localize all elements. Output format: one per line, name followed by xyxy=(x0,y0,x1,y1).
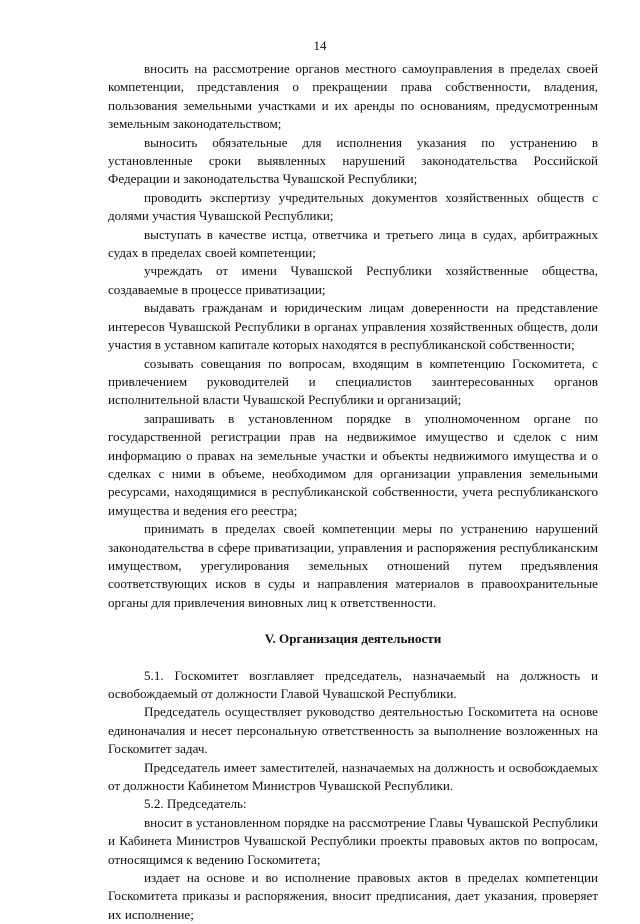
paragraph: Председатель имеет заместителей, назначаемых на должность и освобождаемых от должности Кабинетом Министров Чувашской Республики. xyxy=(108,759,598,794)
paragraph: учреждать от имени Чувашской Республики хозяйственные общества, создаваемые в процессе приватизации; xyxy=(108,263,598,297)
paragraph: 5.1. Госкомитет возглавляет председатель, назначаемый на должность и освобождаемый от должности Главой Чувашской Республики. xyxy=(108,667,598,701)
paragraph: созывать совещания по вопросам, входящим в компетенцию Госкомитета, с привлечением руководителей и специалистов заинтересованных органов исполнительной власти Чувашской Республики и организаций; xyxy=(108,355,598,408)
document-body xyxy=(108,60,598,924)
paragraph: издает на основе и во исполнение правовых актов в пределах компетенции Госкомитета приказы и распоряжения, вносит предписания, дает указания, проверяет их исполнение; xyxy=(108,870,598,922)
paragraph: выступать в качестве истца, ответчика и третьего лица в судах, арбитражных судах в пределах своей компетенции; xyxy=(108,226,598,261)
paragraph: выносить обязательные для исполнения указания по устранению в установленные сроки выявленных нарушений законодательства Российской Федерации и законодательства Чувашской Республики; xyxy=(108,134,598,187)
paragraph: вносит в установленном порядке на рассмотрение Главы Чувашской Республики и Кабинета Министров Чувашской Республики проекты правовых актов по вопросам, относящимся к ведению Госкомитета; xyxy=(108,814,598,867)
paragraph: вносить на рассмотрение органов местного самоуправления в пределах своей компетенции, представления о прекращении права собственности, владения, пользования земельными участками и их аренды по основаниям, предусмотренным земельным законодательством; xyxy=(108,61,598,132)
paragraph: Председатель осуществляет руководство деятельностью Госкомитета на основе единоначалия и несет персональную ответственность за выполнение возложенных на Госкомитет задач. xyxy=(108,704,598,757)
paragraph: проводить экспертизу учредительных документов хозяйственных обществ с долями участия Чувашской Республики; xyxy=(108,189,598,224)
paragraph: 5.2. Председатель: xyxy=(144,796,247,812)
paragraph: выдавать гражданам и юридическим лицам доверенности на представление интересов Чувашской Республики в органах управления хозяйственных обществ, доли участия в уставном капитале которых находятся в республиканской собственности; xyxy=(108,300,598,353)
paragraph: принимать в пределах своей компетенции меры по устранению нарушений законодательства в сфере приватизации, управления и распоряжения республиканским имуществом, урегулирования земельных отношений путем предъявления соответствующих исков в суды и направления материалов в правоохранительные органы для привлечения виновных лиц к ответственности. xyxy=(108,521,598,610)
page-number: 14 xyxy=(313,38,327,53)
paragraph: запрашивать в установленном порядке в уполномоченном органе по государственной регистрации прав на недвижимое имущество и сделок с ним информацию о правах на земельные участки и объекты недвижимого имущества и о сделках с ними в объеме, необходимом для организации управления земельными ресурсами, находящимися в республиканской собственности, учета республиканского имущества и ведения его реестра; xyxy=(108,410,598,518)
section-heading: V. Организация деятельности xyxy=(264,631,442,647)
